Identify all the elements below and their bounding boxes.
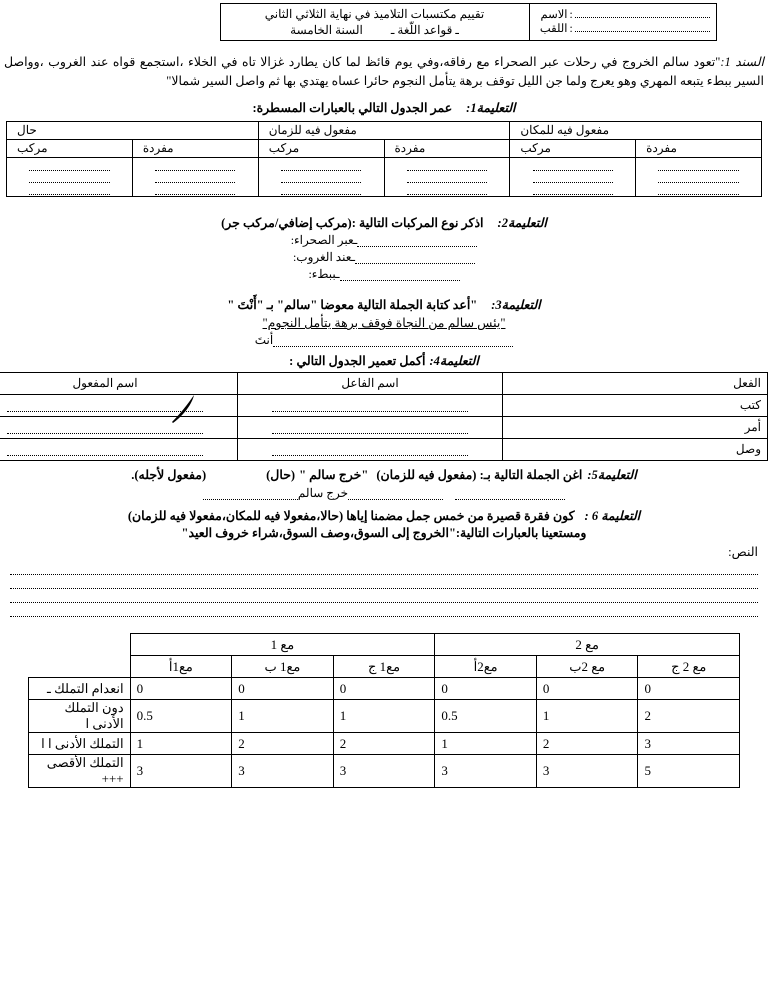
answer-dotline[interactable]: [155, 171, 235, 183]
score-cell: 1: [536, 700, 638, 733]
score-cell: 0: [536, 678, 638, 700]
score-cell: 5: [638, 755, 740, 788]
score-sub-3: مع1 ج: [333, 656, 435, 678]
table-1-answer-cell[interactable]: [132, 158, 258, 197]
answer-dotline[interactable]: [407, 171, 487, 183]
student-surname-label: اللقب: [539, 23, 568, 35]
student-surname-input[interactable]: [575, 22, 710, 32]
instruction-3-answer-prefix: أنتَ: [254, 333, 274, 347]
pen-stroke-icon: [168, 392, 202, 426]
answer-dotline[interactable]: [533, 183, 613, 195]
score-grid-sub-row: [29, 656, 740, 678]
table-1-sub-header-row: [7, 140, 762, 158]
level-label: السنة الخامسة: [290, 23, 363, 37]
passage-label: السند 1:: [720, 55, 764, 69]
dash-left: ـ: [455, 23, 459, 37]
instruction-2-text: اذكر نوع المركبات التالية :(مركب إضافي/مركب جر): [221, 216, 484, 230]
passage-text: "تعود سالم الخروج في رحلات عبر الصحراء مع رفاقه،وفي يوم قائظ لما كان يطارد غزالا تاه في الخلاء ،استجمع قواه عند الغروب ،وواصل السير ببطء يتبعه المهري وهو يعرج ولما جن الليل توقف برهة يتأمل النجوم حائرا عساه يهتدي بها ثم واصل السير شمالا": [4, 55, 764, 88]
table-row: [0, 417, 768, 439]
table-row: [29, 678, 740, 700]
answer-label-nass: النص:: [728, 545, 758, 559]
answer-dotline[interactable]: [281, 159, 361, 171]
score-cell: 1: [232, 700, 334, 733]
score-cell: 3: [638, 733, 740, 755]
score-row-label: التملك الأدنى ا ا: [29, 733, 131, 755]
score-row-label: انعدام التملك ـ: [29, 678, 131, 700]
instruction-3-text: "أعد كتابة الجملة التالية معوضا "سالم" بـ "أَنْتَ ": [227, 298, 478, 312]
table-1-sub-3: مركب: [258, 140, 384, 158]
table-1-sub-5: مركب: [7, 140, 133, 158]
score-cell: 3: [232, 755, 334, 788]
score-sub-0: مع 2 ج: [638, 656, 740, 678]
instruction-6-line1: كون فقرة قصيرة من خمس جمل مضمنا إياها (حالا،مفعولا فيه للمكان،مفعولا فيه للزمان): [127, 509, 575, 523]
answer-dotline[interactable]: [658, 183, 738, 195]
score-grid-section: [0, 633, 768, 788]
score-group-1: مع 1: [130, 634, 435, 656]
table-row: [29, 700, 740, 733]
instruction-2-item-label: ـعبر الصحراء:: [290, 233, 358, 247]
table-1-answer-row: [7, 158, 762, 197]
table-1-parsing: [6, 121, 762, 197]
table-1-sub-4: مفردة: [132, 140, 258, 158]
answer-input[interactable]: [348, 489, 443, 500]
answer-dotline[interactable]: [272, 400, 469, 412]
score-cell: 3: [333, 755, 435, 788]
instruction-6-line2-row: [0, 525, 768, 542]
score-sub-5: مع1أ: [130, 656, 232, 678]
score-grid-table: [28, 633, 740, 788]
table-1-sub-0: مفردة: [636, 140, 762, 158]
score-cell: 1: [333, 700, 435, 733]
instruction-5-text: اغن الجملة التالية بـ: (مفعول فيه للزمان): [376, 468, 583, 482]
table-2-derivations: [0, 372, 768, 461]
instruction-2-tag: التعليمة2:: [497, 216, 547, 230]
answer-dotline[interactable]: [281, 171, 361, 183]
instruction-6-answer-label-row: [0, 544, 768, 561]
instruction-6: [0, 508, 768, 525]
header-table: [52, 3, 717, 41]
table-2-answer-cell[interactable]: [238, 439, 503, 461]
score-cell: 0: [130, 678, 232, 700]
instruction-5: [0, 467, 768, 484]
table-row: [29, 733, 740, 755]
answer-input[interactable]: [455, 489, 565, 500]
table-1-group-zaman: مفعول فيه للزمان: [258, 122, 510, 140]
instruction-4-tag: التعليمة4:: [429, 354, 479, 368]
instruction-2-item-label: ـببطء:: [308, 267, 340, 281]
exam-title-cell: [220, 4, 529, 41]
instruction-5-tag: التعليمة5:: [587, 468, 637, 482]
instruction-4-text: أكمل تعمير الجدول التالي :: [289, 354, 426, 368]
answer-input[interactable]: [355, 253, 475, 264]
essay-answer-line[interactable]: [10, 561, 758, 575]
table-1-group-hal: حال: [7, 122, 259, 140]
table-1-sub-2: مفردة: [384, 140, 510, 158]
instruction-1-text: عمر الجدول التالي بالعبارات المسطرة:: [252, 101, 453, 115]
table-row: [0, 395, 768, 417]
answer-dotline[interactable]: [281, 183, 361, 195]
instruction-1-tag: التعليمة1:: [466, 101, 516, 115]
score-row-label: دون التملك الأدنى ا: [29, 700, 131, 733]
table-1-sub-1: مركب: [510, 140, 636, 158]
answer-dotline[interactable]: [155, 183, 235, 195]
table-1-answer-cell[interactable]: [510, 158, 636, 197]
instruction-6-tag: التعليمة 6 :: [584, 509, 641, 523]
score-grid-corner-blank: [29, 634, 131, 656]
name-colon: :: [569, 9, 573, 21]
answer-dotline[interactable]: [407, 159, 487, 171]
answer-dotline[interactable]: [272, 444, 469, 456]
answer-dotline[interactable]: [407, 183, 487, 195]
instruction-2-item: [0, 232, 768, 249]
answer-dotline[interactable]: [7, 444, 204, 456]
instruction-2-item-label: ـعند الغروب:: [292, 250, 356, 264]
header-spacer-cell: [52, 4, 221, 41]
answer-dotline[interactable]: [658, 159, 738, 171]
table-1-answer-cell[interactable]: [7, 158, 133, 197]
score-cell: 2: [232, 733, 334, 755]
table-1-group-makan: مفعول فيه للمكان: [510, 122, 762, 140]
score-cell: 2: [536, 733, 638, 755]
subject-label: قواعد اللّغة: [397, 23, 453, 37]
answer-dotline[interactable]: [533, 159, 613, 171]
score-cell: 0.5: [130, 700, 232, 733]
essay-answer-line[interactable]: [10, 589, 758, 603]
table-1-group-header-row: [7, 122, 762, 140]
instruction-2: [0, 215, 768, 232]
score-cell: 3: [536, 755, 638, 788]
instruction-2-item: [0, 266, 768, 283]
score-cell: 0: [232, 678, 334, 700]
passage-block: [4, 53, 764, 91]
table-1-answer-cell[interactable]: [636, 158, 762, 197]
essay-answer-line[interactable]: [10, 603, 758, 617]
table-2-answer-cell[interactable]: [0, 439, 238, 461]
table-row: [29, 755, 740, 788]
answer-dotline[interactable]: [658, 171, 738, 183]
essay-answer-line[interactable]: [10, 575, 758, 589]
table-row: [0, 439, 768, 461]
table-2-header-passive: اسم المفعول: [0, 373, 238, 395]
score-sub-2: مع2أ: [435, 656, 537, 678]
table-1-answer-cell[interactable]: [258, 158, 384, 197]
instruction-4: [0, 353, 768, 370]
answer-dotline[interactable]: [533, 171, 613, 183]
answer-input[interactable]: [340, 270, 460, 281]
header-section: [0, 0, 768, 41]
instruction-5-answer-row: [0, 485, 768, 502]
table-1-answer-cell[interactable]: [384, 158, 510, 197]
instruction-3-tag: التعليمة3:: [491, 298, 541, 312]
instruction-5-answer-word: خرج سالم: [297, 486, 349, 500]
table-2-answer-cell[interactable]: [238, 395, 503, 417]
surname-colon: :: [569, 23, 573, 35]
table-2-header-row: [0, 373, 768, 395]
score-grid-corner-blank: [29, 656, 131, 678]
score-cell: 3: [130, 755, 232, 788]
answer-input[interactable]: [203, 489, 298, 500]
score-group-2: مع 2: [435, 634, 740, 656]
score-sub-1: مع 2ب: [536, 656, 638, 678]
instruction-2-item: [0, 249, 768, 266]
student-identity-cell: [529, 4, 716, 41]
dash-right: ـ: [390, 23, 395, 37]
student-name-input[interactable]: [575, 8, 710, 18]
score-cell: 0.5: [435, 700, 537, 733]
instruction-1: [0, 100, 768, 117]
instruction-3-answer-row: [0, 332, 768, 349]
score-cell: 2: [333, 733, 435, 755]
table-2-header-active: اسم الفاعل: [238, 373, 503, 395]
instruction-5-hal: (حال): [266, 468, 296, 482]
answer-dotline[interactable]: [29, 171, 109, 183]
score-cell: 0: [333, 678, 435, 700]
table-2-header-verb: الفعل: [503, 373, 768, 395]
instruction-5-sentence: "خرج سالم ": [299, 468, 369, 482]
answer-input[interactable]: [273, 336, 513, 347]
student-name-row: [534, 8, 712, 22]
score-sub-4: مع1 ب: [232, 656, 334, 678]
table-2-answer-cell[interactable]: [238, 417, 503, 439]
score-cell: 1: [130, 733, 232, 755]
exam-title: تقييم مكتسبات التلاميذ في نهاية الثلاثي الثاني: [264, 7, 485, 21]
student-surname-row: [534, 22, 712, 36]
student-name-label: الاسم: [540, 9, 568, 21]
exam-subject-line: [225, 22, 525, 38]
instruction-5-maful: (مفعول لأجله).: [131, 468, 207, 482]
score-cell: 0: [435, 678, 537, 700]
answer-dotline[interactable]: [29, 159, 109, 171]
table-2-verb: أمر: [503, 417, 768, 439]
table-2-verb: وصل: [503, 439, 768, 461]
answer-dotline[interactable]: [272, 422, 469, 434]
score-grid-group-row: [29, 634, 740, 656]
score-cell: 2: [638, 700, 740, 733]
score-cell: 0: [638, 678, 740, 700]
instruction-6-line2: ومستعينا بالعبارات التالية:"الخروج إلى السوق،وصف السوق،شراء خروف العيد": [181, 526, 587, 540]
answer-dotline[interactable]: [29, 183, 109, 195]
score-cell: 1: [435, 733, 537, 755]
answer-dotline[interactable]: [155, 159, 235, 171]
score-cell: 3: [435, 755, 537, 788]
instruction-3-sentence-row: [0, 315, 768, 332]
table-2-verb: كتب: [503, 395, 768, 417]
score-row-label: التملك الأقصى +++: [29, 755, 131, 788]
answer-input[interactable]: [357, 236, 477, 247]
instruction-3: [0, 297, 768, 314]
instruction-3-sentence: "يئس سالم من النجاة فوقف برهة يتأمل النجوم": [262, 316, 506, 330]
